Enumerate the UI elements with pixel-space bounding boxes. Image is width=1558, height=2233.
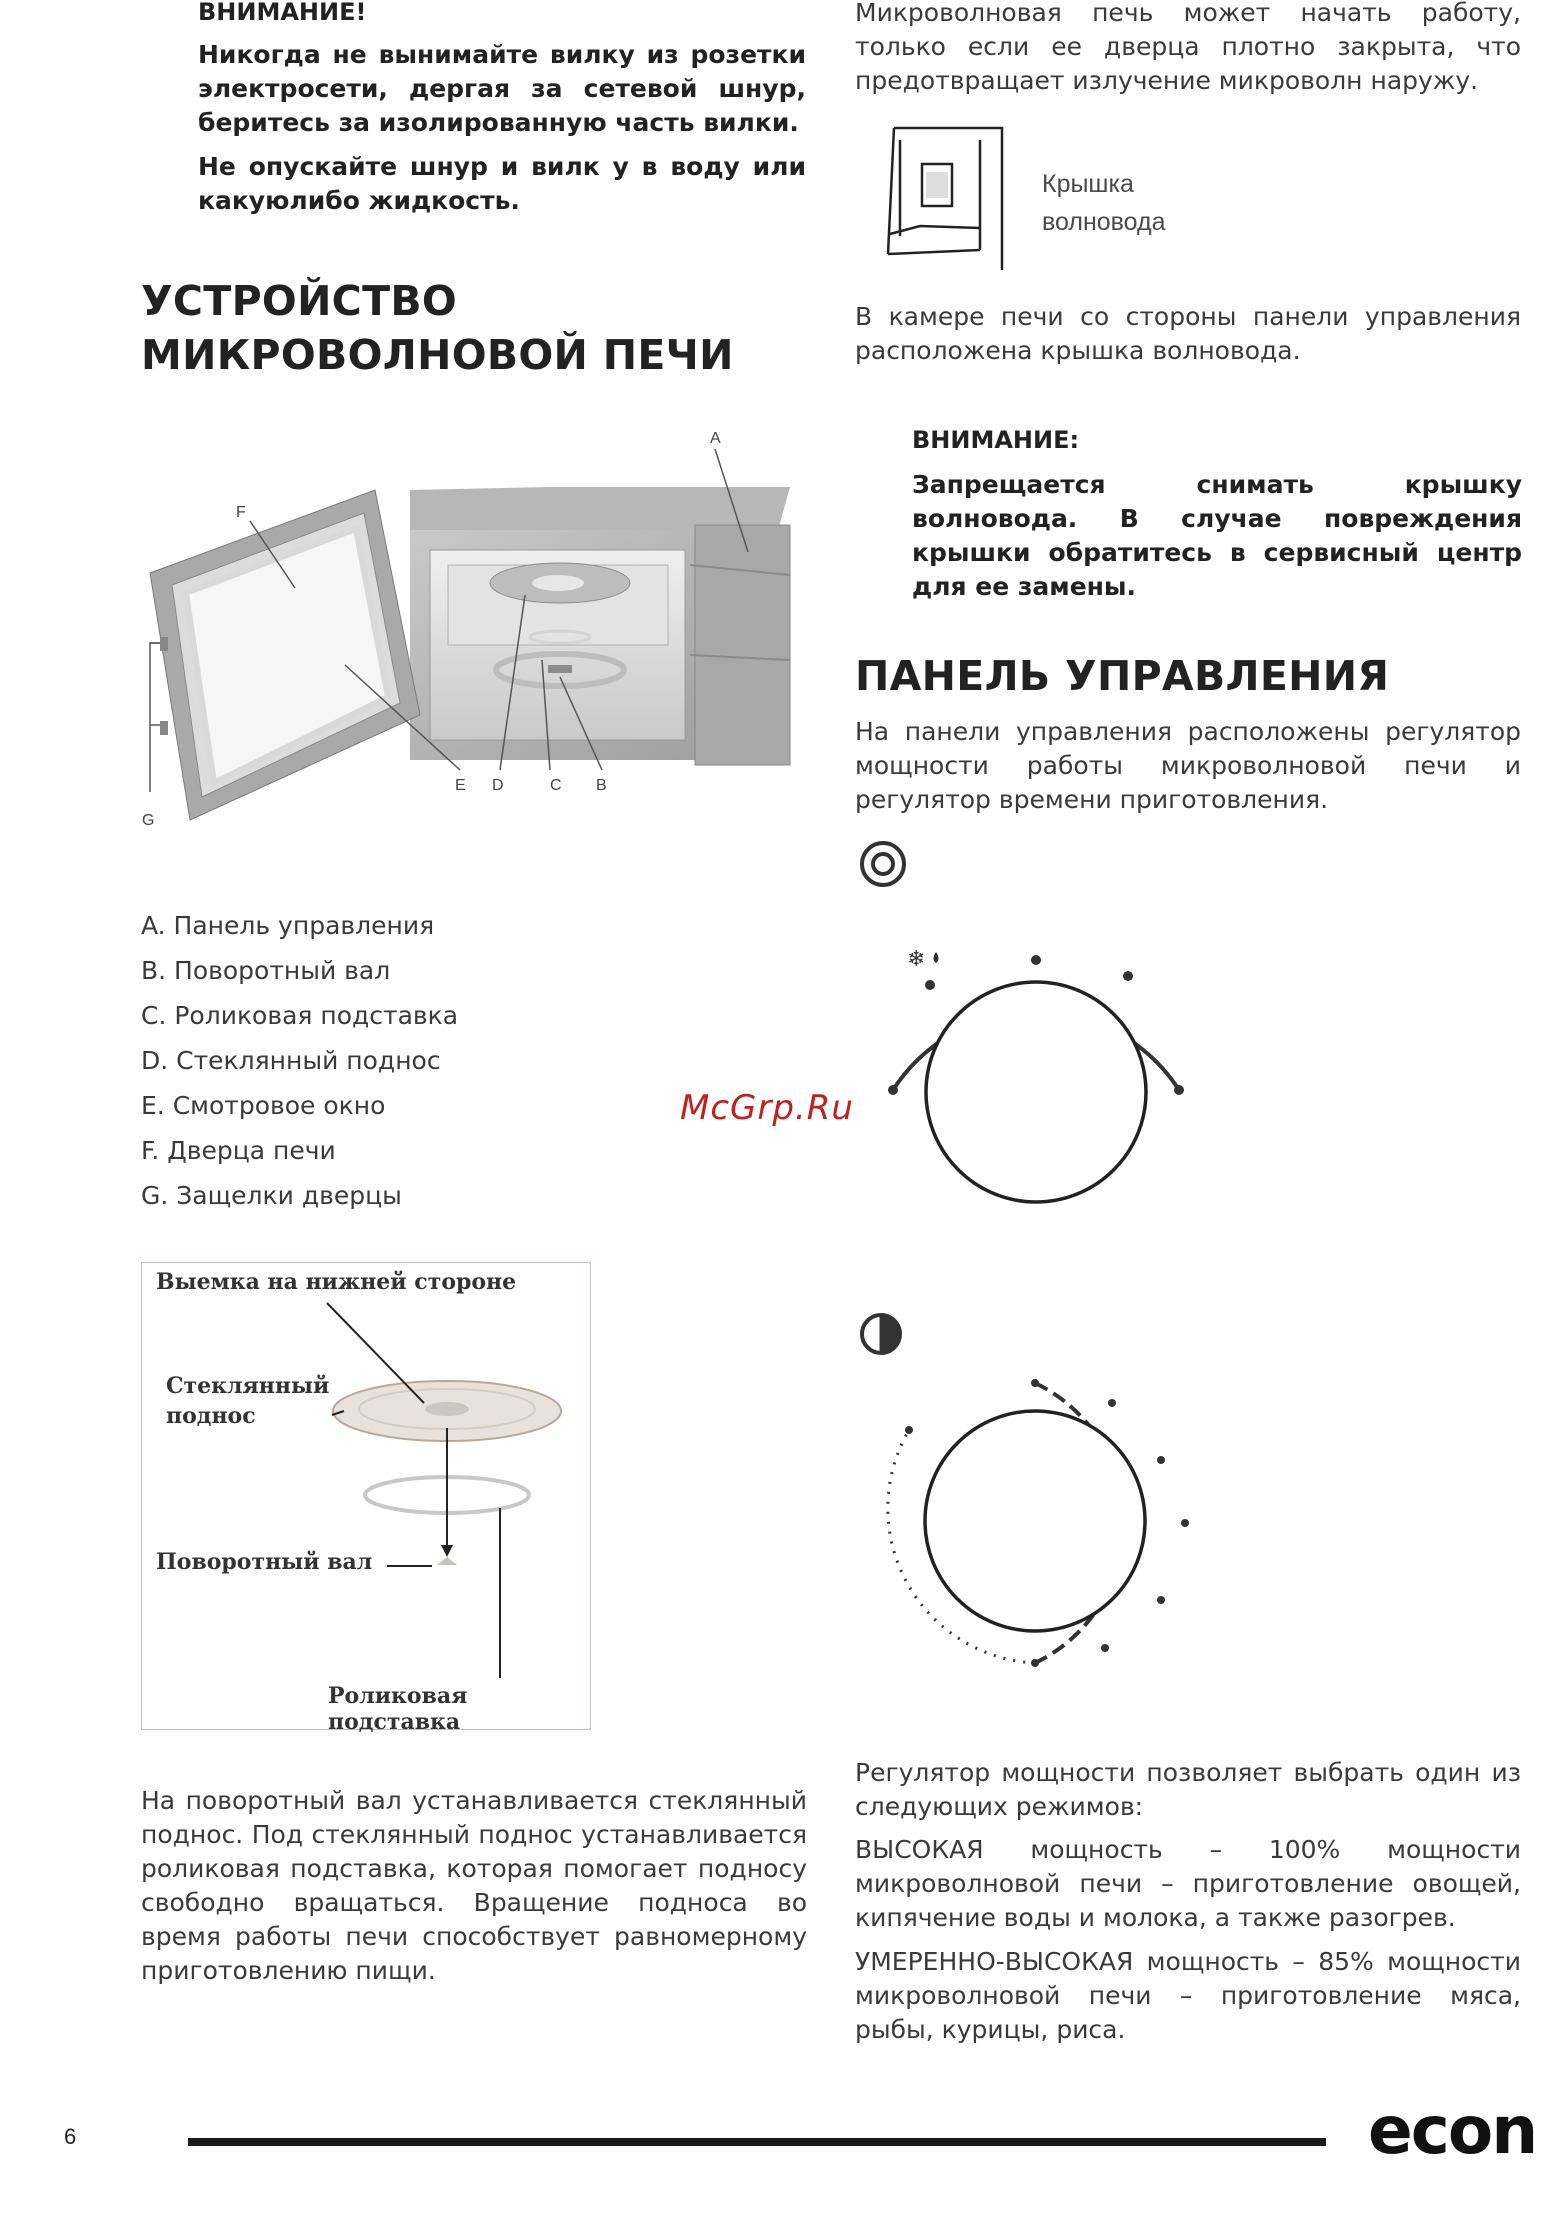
- panel-paragraph: На панели управления расположены регулятор мощности работы микроволновой печи и регулятор времени приготовления.: [855, 717, 1521, 814]
- list-item: B. Поворотный вал: [141, 956, 391, 985]
- warning-title-left: ВНИМАНИЕ!: [198, 0, 367, 26]
- label-e: E: [455, 777, 466, 794]
- timer-knob[interactable]: [925, 1411, 1145, 1631]
- section-title-device: [141, 274, 734, 382]
- glass-tray-label: [166, 1371, 329, 1431]
- roller-label: Роликовая подставка: [328, 1683, 468, 1735]
- warning-title-right: ВНИМАНИЕ:: [912, 426, 1080, 454]
- timer-icon: [862, 1315, 900, 1353]
- shaft-drawing: [437, 1557, 457, 1565]
- list-item: F. Дверца печи: [141, 1136, 336, 1165]
- list-item: D. Стеклянный поднос: [141, 1046, 441, 1075]
- timer-knob-diagram: [855, 1308, 1215, 1688]
- power-knob[interactable]: [926, 982, 1146, 1202]
- label-b: B: [596, 777, 607, 794]
- brand-logo: econ: [1368, 2092, 1537, 2169]
- section-title-line-1: УСТРОЙСТВО: [141, 277, 458, 325]
- power-medium-high: УМЕРЕННО-ВЫСОКАЯ мощность – 85% мощности микроволновой печи – приготовление мяса, рыбы, курицы, риса.: [855, 1947, 1521, 2044]
- control-panel: [695, 525, 790, 765]
- shaft-label: Поворотный вал: [156, 1549, 373, 1575]
- footer-rule: [188, 2138, 1326, 2146]
- power-high: ВЫСОКАЯ мощность – 100% мощности микроволновой печи – приготовление овощей, кипячение воды и молока, а также разогрев.: [855, 1835, 1521, 1932]
- page-number: 6: [64, 2124, 77, 2149]
- door-latch-upper: [160, 637, 168, 651]
- intro-paragraph: Микроволновая печь может начать работу, только если ее дверца плотно закрыта, что предотвращает излучение микроволн наружу.: [855, 0, 1521, 95]
- watermark: McGrp.Ru: [680, 1088, 854, 1128]
- label-a: A: [710, 430, 721, 447]
- waveguide-figure: [880, 122, 1020, 272]
- glass-tray-label-line-2: поднос: [166, 1403, 256, 1429]
- label-f: F: [236, 504, 246, 521]
- waveguide-label: [1042, 165, 1166, 241]
- section-title-panel: ПАНЕЛЬ УПРАВЛЕНИЯ: [855, 652, 1390, 700]
- defrost-icon: ❄: [907, 946, 926, 971]
- glass-tray-label-line-1: Стеклянный: [166, 1373, 330, 1399]
- parts-list: [141, 903, 458, 1218]
- door-latch-lower: [160, 721, 168, 735]
- list-item: E. Смотровое окно: [141, 1091, 386, 1120]
- tray-assembly-figure: [141, 1262, 591, 1735]
- list-item: G. Защелки дверцы: [141, 1181, 402, 1210]
- label-d: D: [492, 777, 504, 794]
- warning-paragraph-2: Не опускайте шнур и вилк у в воду или какуюлибо жидкость.: [198, 152, 806, 215]
- label-c: C: [550, 777, 562, 794]
- notch-label: Выемка на нижней стороне: [156, 1269, 517, 1295]
- power-intro: Регулятор мощности позволяет выбрать один из следующих режимов:: [855, 1758, 1521, 1821]
- power-icon: [862, 843, 904, 885]
- section-title-line-2: МИКРОВОЛНОВОЙ ПЕЧИ: [141, 331, 734, 379]
- list-item: A. Панель управления: [141, 911, 435, 940]
- drive-shaft: [548, 665, 572, 673]
- label-g: G: [142, 812, 155, 829]
- waveguide-paragraph: В камере печи со стороны панели управления расположена крышка волновода.: [855, 302, 1521, 365]
- microwave-top: [410, 487, 790, 530]
- tray-paragraph: На поворотный вал устанавливается стеклянный поднос. Под стеклянный поднос устанавливается роликовая подставка, которая помогает подносу свободно вращаться. Вращение подноса во время работы печи способствует равномерному приготовлению пищи.: [141, 1786, 807, 1985]
- power-knob-diagram: [855, 830, 1215, 1230]
- warning-waveguide: Запрещается снимать крышку волновода. В случае повреждения крышки обратитесь в сервисный центр для ее замены.: [912, 470, 1522, 601]
- waveguide-label-line-1: Крышка: [1042, 170, 1134, 198]
- microwave-diagram: [130, 425, 810, 845]
- waveguide-label-line-2: волновода: [1042, 208, 1166, 236]
- warning-paragraph-1: Никогда не вынимайте вилку из розетки электросети, дергая за сетевой шнур, беритесь за изолированную часть вилки.: [198, 40, 806, 137]
- list-item: C. Роликовая подставка: [141, 1001, 459, 1030]
